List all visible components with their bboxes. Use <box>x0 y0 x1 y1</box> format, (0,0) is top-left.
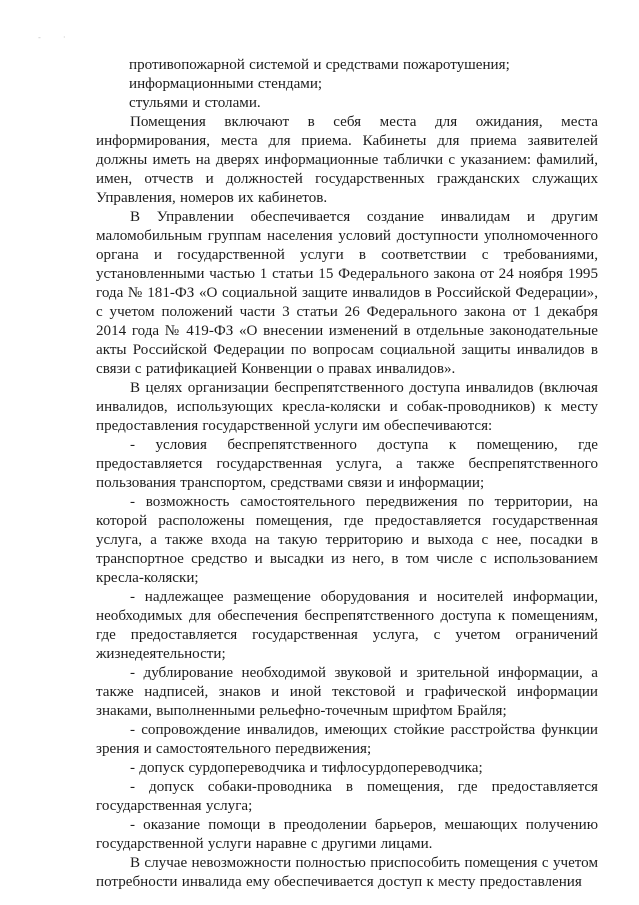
list-item: - оказание помощи в преодолении барьеров, мешающих получению государственной услуги наравне с другими лицами. <box>96 817 598 852</box>
list-item: - сопровождение инвалидов, имеющих стойкие расстройства функции зрения и самостоятельного передвижения; <box>96 722 598 757</box>
scan-artifact-mark: - <box>38 33 41 42</box>
paragraph-last: В случае невозможности полностью приспособить помещения с учетом потребности инвалида ему обеспечивается доступ к месту предоставления <box>96 855 598 890</box>
list-item: - возможность самостоятельного передвижения по территории, на которой расположены помещения, где предоставляется государственная услуга, а также входа на такую территорию и выхода с нее, посадки в транспортное средство и высадки из него, в том числе с использованием кресла-коляски; <box>96 494 598 586</box>
text-line: информационными стендами; <box>129 76 323 92</box>
list-item: - условия беспрепятственного доступа к помещению, где предоставляется государственная услуга, а также беспрепятственного пользования транспортом, средствами связи и информации; <box>96 437 598 491</box>
document-page <box>96 56 598 892</box>
paragraph-barrier-free-access: В целях организации беспрепятственного доступа инвалидов (включая инвалидов, использующих кресла-коляски и собак-проводников) к месту предоставления государственной услуги им обеспечиваются: <box>96 380 598 434</box>
paragraph-premises: Помещения включают в себя места для ожидания, места информирования, места для приема. Кабинеты для приема заявителей должны иметь на дверях информационные таблички с указанием: фамилий, имен, отчеств и должностей государственных гражданских служащих Управления, номеров их кабинетов. <box>96 114 598 206</box>
list-item: - надлежащее размещение оборудования и носителей информации, необходимых для обеспечения беспрепятственного доступа к помещениям, где предоставляется государственная услуга, с учетом ограничений жизнедеятельности; <box>96 589 598 662</box>
list-item: - дублирование необходимой звуковой и зрительной информации, а также надписей, знаков и иной текстовой и графической информации знаками, выполненными рельефно-точечным шрифтом Брайля; <box>96 665 598 719</box>
list-item: - допуск собаки-проводника в помещения, где предоставляется государственная услуга; <box>96 779 598 814</box>
scan-artifact-mark: · <box>63 33 66 42</box>
text-line: противопожарной системой и средствами пожаротушения; <box>129 57 510 73</box>
text-line: стульями и столами. <box>129 95 261 111</box>
list-item: - допуск сурдопереводчика и тифлосурдопереводчика; <box>130 760 483 776</box>
paragraph-accessibility: В Управлении обеспечивается создание инвалидам и другим маломобильным группам населения условий доступности уполномоченного органа и государственной услуги в соответствии с требованиями, установленными частью 1 статьи 15 Федерального закона от 24 ноября 1995 года № 181-ФЗ «О социальной защите инвалидов в Российской Федерации», с учетом положений части 3 статьи 26 Федерального закона от 1 декабря 2014 года № 419-ФЗ «О внесении изменений в отдельные законодательные акты Российской Федерации по вопросам социальной защиты инвалидов в связи с ратификацией Конвенции о правах инвалидов». <box>96 209 598 377</box>
